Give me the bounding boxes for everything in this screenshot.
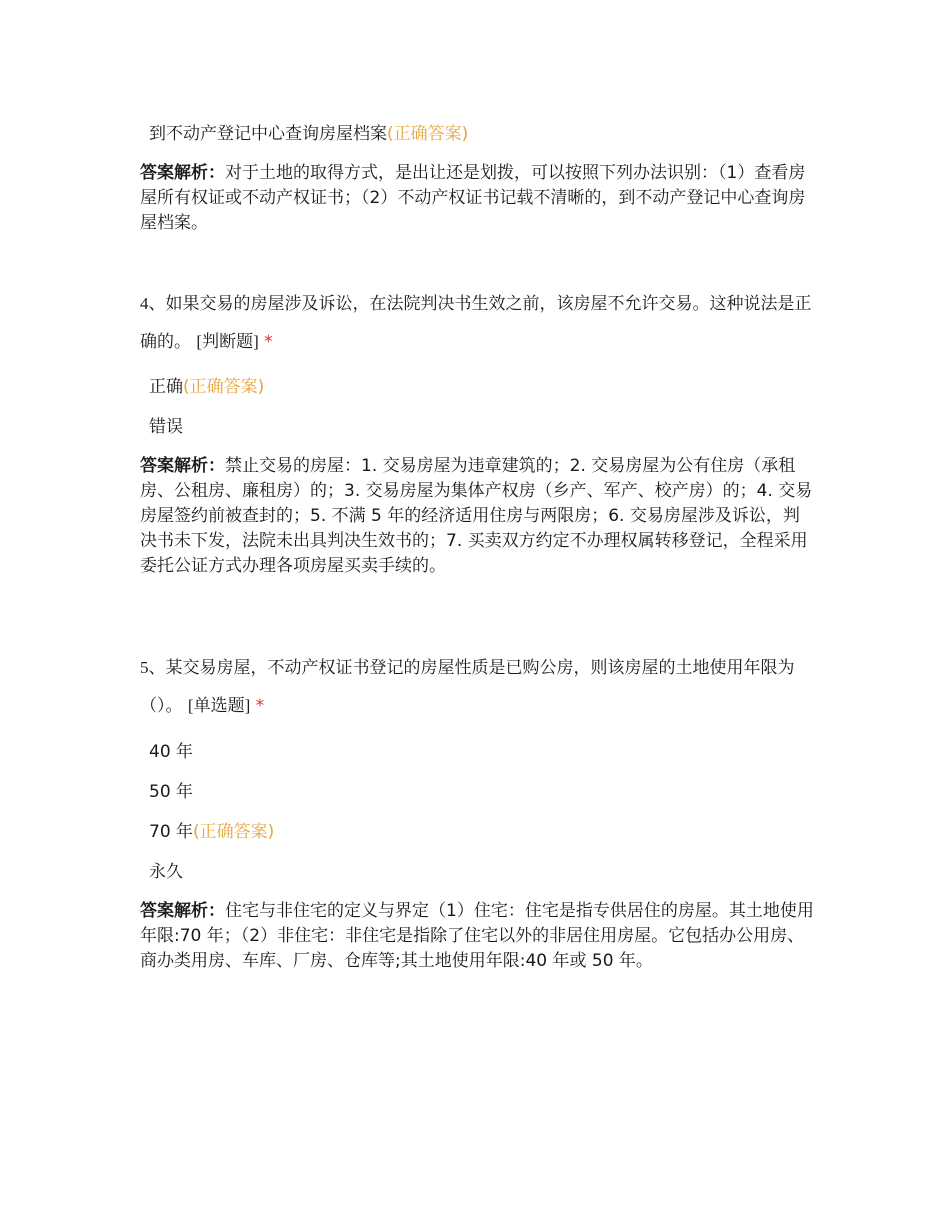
correct-answer-marker: (正确答案) [183,377,265,397]
option-text: 永久 [149,862,183,882]
required-mark: * [255,696,265,716]
q3-answer-analysis [140,161,816,236]
analysis-text: 对于土地的取得方式，是出让还是划拨，可以按照下列办法识别：（1）查看房屋所有权证或不动产权证书；（2）不动产权证书记载不清晰的，到不动产登记中心查询房屋档案。 [140,163,806,233]
question-type: [单选题] [187,696,251,715]
q5-option-4[interactable] [149,861,183,883]
analysis-label: 答案解析： [140,163,225,183]
question-type: [判断题] [196,332,259,351]
option-text: 50 年 [149,782,194,802]
analysis-label: 答案解析： [140,901,225,921]
analysis-label: 答案解析： [140,456,225,476]
option-text: 40 年 [149,742,194,762]
q4-answer-analysis [140,454,816,579]
q5-option-1[interactable] [149,741,193,763]
option-text: 70 年 [149,822,194,842]
q4-option-2[interactable] [149,416,183,438]
q5-question [140,649,816,725]
analysis-text: 住宅与非住宅的定义与界定（1）住宅：住宅是指专供居住的房屋。其土地使用年限:70 年；（2）非住宅：非住宅是指除了住宅以外的非居住用房屋。它包括办公用房、商办类用房、车库、厂房、仓库等;其土地使用年限:40 年或 50 年。 [140,901,814,971]
question-number: 4、 [140,294,166,313]
correct-answer-marker: (正确答案) [193,822,275,842]
question-text: 如果交易的房屋涉及诉讼，在法院判决书生效之前，该房屋不允许交易。这种说法是正确的。 [140,294,812,352]
q5-option-3[interactable] [149,821,274,843]
q5-answer-analysis [140,899,816,974]
option-text: 错误 [149,417,183,437]
q5-option-2[interactable] [149,781,193,803]
analysis-text: 禁止交易的房屋：1. 交易房屋为违章建筑的；2. 交易房屋为公有住房（承租房、公租房、廉租房）的；3. 交易房屋为集体产权房（乡产、军产、校产房）的；4. 交易房屋签约前被查封的；5. 不满 5 年的经济适用住房与两限房；6. 交易房屋涉及诉讼，判决书未下发，法院未出具判决生效书的；7. 买卖双方约定不办理权属转移登记，全程采用委托公证方式办理各项房屋买卖手续的。 [140,456,813,576]
q4-option-1[interactable] [149,376,264,398]
q4-question [140,285,816,361]
correct-answer-marker: (正确答案) [387,124,469,144]
option-text: 正确 [149,377,183,397]
question-text: 某交易房屋，不动产权证书登记的房屋性质是已购公房，则该房屋的土地使用年限为（）。 [140,658,795,716]
option-text: 到不动产登记中心查询房屋档案 [149,124,387,144]
required-mark: * [264,332,273,352]
q3-option-correct[interactable] [149,123,468,145]
question-number: 5、 [140,658,166,677]
